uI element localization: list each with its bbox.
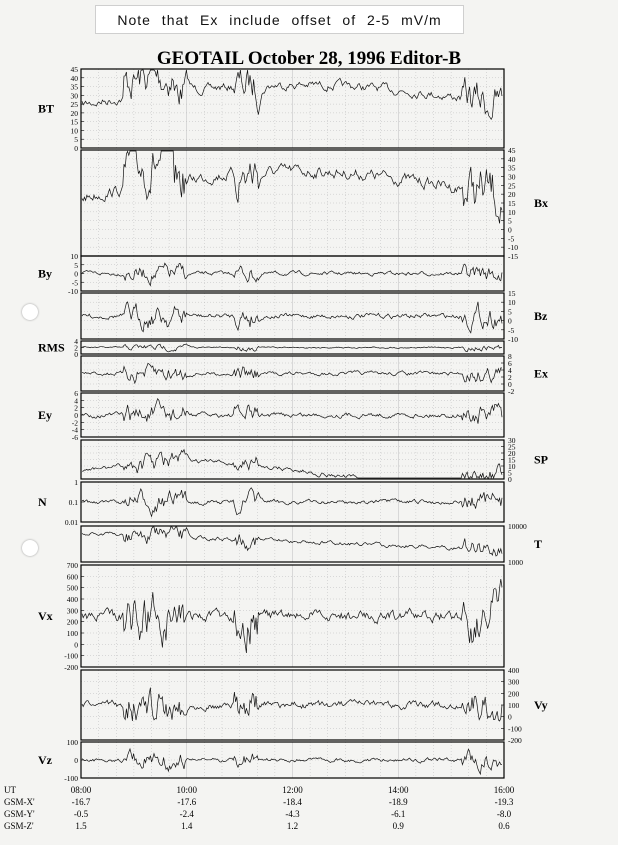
tick-label: 20 bbox=[508, 190, 516, 200]
panel-label-t: T bbox=[534, 537, 543, 551]
axis-cell-y: -2.4 bbox=[179, 809, 194, 819]
trace-rms bbox=[82, 344, 502, 352]
axis-cell-y: -0.5 bbox=[73, 809, 89, 819]
axis-cell-y: -8.0 bbox=[496, 809, 512, 819]
tick-label: 100 bbox=[66, 738, 78, 747]
axis-cell-x: -16.7 bbox=[71, 797, 91, 807]
axis-cell-x: -18.9 bbox=[388, 797, 408, 807]
tick-label: -10 bbox=[508, 335, 518, 344]
panel-label-bz: Bz bbox=[534, 309, 548, 323]
tick-label: 5 bbox=[508, 216, 512, 226]
tick-label: -200 bbox=[64, 663, 78, 672]
tick-label: 15 bbox=[508, 455, 516, 465]
tick-label: 15 bbox=[508, 199, 516, 208]
tick-label: 0 bbox=[74, 269, 78, 279]
axis-cell-z: 1.2 bbox=[286, 821, 299, 831]
note-label: Note that Ex include offset of 2-5 mV/m bbox=[95, 5, 464, 34]
axis-cell-z: 0.9 bbox=[392, 821, 404, 831]
tick-label: 25 bbox=[70, 100, 78, 110]
tick-label: -2 bbox=[508, 387, 515, 396]
axis-cell-x: -18.4 bbox=[283, 797, 302, 807]
tick-label: 10000 bbox=[508, 522, 527, 531]
tick-label: 35 bbox=[70, 82, 78, 92]
tick-label: 30 bbox=[70, 91, 78, 101]
tick-label: -10 bbox=[508, 243, 518, 253]
tick-label: 10 bbox=[70, 126, 78, 136]
tick-label: -200 bbox=[508, 736, 522, 745]
panel-label-sp: SP bbox=[534, 452, 549, 467]
tick-label: 0 bbox=[508, 475, 512, 484]
tick-label: 25 bbox=[508, 442, 516, 452]
tick-label: 15 bbox=[508, 289, 516, 298]
panel-bz bbox=[81, 289, 548, 344]
tick-label: 0 bbox=[74, 350, 78, 359]
panel-label-vz: Vz bbox=[38, 753, 52, 767]
trace-ex bbox=[82, 363, 502, 383]
panel-label-ex: Ex bbox=[534, 366, 549, 381]
panel-vz bbox=[38, 738, 504, 783]
tick-label: -4 bbox=[71, 425, 78, 435]
tick-label: 400 bbox=[508, 666, 520, 675]
tick-label: 45 bbox=[70, 65, 78, 74]
panel-sp bbox=[81, 436, 548, 484]
panel-label-by: By bbox=[38, 266, 53, 281]
tick-label: 10 bbox=[70, 252, 78, 261]
tick-label: 0 bbox=[508, 316, 512, 326]
tick-label: 0 bbox=[508, 225, 512, 235]
axis-row-label: UT bbox=[4, 785, 16, 795]
tick-label: 5 bbox=[74, 260, 78, 270]
panel-bt bbox=[38, 65, 504, 153]
panel-ex bbox=[81, 352, 548, 396]
tick-label: 500 bbox=[66, 583, 78, 593]
panel-label-vx: Vx bbox=[38, 609, 53, 623]
axis-row-label: GSM-Z' bbox=[4, 821, 34, 831]
tick-label: 8 bbox=[508, 352, 512, 361]
tick-label: 600 bbox=[66, 572, 78, 582]
tick-label: 30 bbox=[508, 436, 516, 445]
tick-label: -5 bbox=[508, 325, 515, 335]
axis-cell-ut: 10:00 bbox=[176, 785, 198, 795]
tick-label: 2 bbox=[74, 343, 78, 353]
tick-label: 4 bbox=[508, 366, 512, 375]
trace-vx bbox=[82, 579, 502, 653]
tick-label: 0 bbox=[74, 756, 78, 765]
tick-label: 400 bbox=[66, 595, 78, 604]
trace-ey bbox=[82, 399, 502, 424]
tick-label: -6 bbox=[71, 433, 78, 442]
axis-cell-x: -19.3 bbox=[494, 797, 514, 807]
tick-label: 30 bbox=[508, 172, 516, 182]
panel-label-vy: Vy bbox=[534, 698, 548, 712]
panel-label-ey: Ey bbox=[38, 408, 53, 422]
tick-label: 6 bbox=[508, 359, 512, 368]
tick-label: 0 bbox=[508, 712, 512, 722]
tick-label: 4 bbox=[74, 396, 78, 406]
tick-label: 5 bbox=[508, 307, 512, 317]
tick-label: 200 bbox=[66, 617, 78, 627]
axis-cell-z: 1.5 bbox=[75, 821, 87, 831]
axis-cell-z: 0.6 bbox=[498, 821, 510, 831]
tick-label: 0.1 bbox=[68, 498, 78, 507]
tick-label: 5 bbox=[508, 468, 512, 478]
axis-cell-ut: 14:00 bbox=[387, 785, 409, 795]
panel-bx bbox=[81, 146, 548, 261]
panel-vx bbox=[38, 561, 504, 672]
tick-label: 0 bbox=[508, 380, 512, 389]
axis-cell-ut: 08:00 bbox=[70, 785, 92, 795]
panel-label-n: N bbox=[38, 495, 47, 509]
tick-label: 300 bbox=[66, 606, 78, 616]
tick-label: 45 bbox=[508, 146, 516, 155]
tick-label: 0 bbox=[74, 144, 78, 153]
tick-label: 1 bbox=[74, 478, 78, 487]
trace-bz bbox=[82, 302, 502, 333]
axis-row-label: GSM-X' bbox=[4, 797, 35, 807]
trace-vy bbox=[82, 688, 502, 721]
tick-label: 1000 bbox=[508, 558, 523, 567]
axis-cell-z: 1.4 bbox=[181, 821, 193, 831]
panel-t bbox=[81, 522, 542, 567]
tick-label: 40 bbox=[70, 73, 78, 83]
tick-label: 15 bbox=[70, 117, 78, 127]
trace-sp bbox=[82, 450, 502, 478]
axis-cell-ut: 16:00 bbox=[493, 785, 515, 795]
panel-label-bx: Bx bbox=[534, 196, 549, 210]
axis-cell-x: -17.6 bbox=[177, 797, 197, 807]
axis-cell-y: -6.1 bbox=[391, 809, 406, 819]
tick-label: 200 bbox=[508, 689, 520, 699]
tick-label: -100 bbox=[64, 774, 78, 783]
tick-label: -100 bbox=[64, 651, 78, 661]
tick-label: 300 bbox=[508, 677, 520, 687]
tick-label: 700 bbox=[66, 561, 78, 570]
tick-label: 6 bbox=[74, 389, 78, 398]
tick-label: 4 bbox=[74, 337, 78, 346]
tick-label: 100 bbox=[66, 629, 78, 638]
axis-cell-ut: 12:00 bbox=[282, 785, 303, 795]
tick-label: 2 bbox=[508, 373, 512, 382]
tick-label: 20 bbox=[508, 449, 516, 458]
panel-by bbox=[38, 252, 504, 296]
tick-label: 0 bbox=[74, 640, 78, 650]
axis-cell-y: -4.3 bbox=[285, 809, 300, 819]
tick-label: -100 bbox=[508, 724, 522, 734]
tick-label: 10 bbox=[508, 298, 516, 308]
tick-label: -5 bbox=[71, 278, 78, 288]
tick-label: 10 bbox=[508, 462, 516, 471]
panel-vy bbox=[81, 666, 548, 745]
tick-label: 100 bbox=[508, 701, 520, 710]
tick-label: 35 bbox=[508, 163, 516, 173]
trace-vz bbox=[82, 749, 502, 774]
panel-n bbox=[38, 478, 504, 527]
tick-label: 20 bbox=[70, 108, 78, 118]
tick-label: 0.01 bbox=[64, 518, 78, 527]
tick-label: 2 bbox=[74, 403, 78, 413]
panel-ey bbox=[38, 389, 504, 442]
tick-label: 40 bbox=[508, 154, 516, 164]
tick-label: 25 bbox=[508, 181, 516, 191]
panel-label-rms: RMS bbox=[38, 340, 65, 355]
tick-label: 0 bbox=[74, 411, 78, 420]
axis-row-label: GSM-Y' bbox=[4, 809, 35, 819]
tick-label: 10 bbox=[508, 207, 516, 217]
chart-title: GEOTAIL October 28, 1996 Editor-B bbox=[156, 48, 462, 69]
panel-label-bt: BT bbox=[38, 101, 55, 116]
trace-bx bbox=[82, 151, 502, 223]
tick-label: -2 bbox=[71, 418, 78, 428]
trace-t bbox=[82, 527, 502, 556]
tick-label: 5 bbox=[74, 135, 78, 145]
tick-label: -5 bbox=[508, 234, 515, 244]
tick-label: -10 bbox=[68, 287, 78, 296]
tick-label: -15 bbox=[508, 252, 518, 261]
trace-bt bbox=[82, 70, 502, 119]
